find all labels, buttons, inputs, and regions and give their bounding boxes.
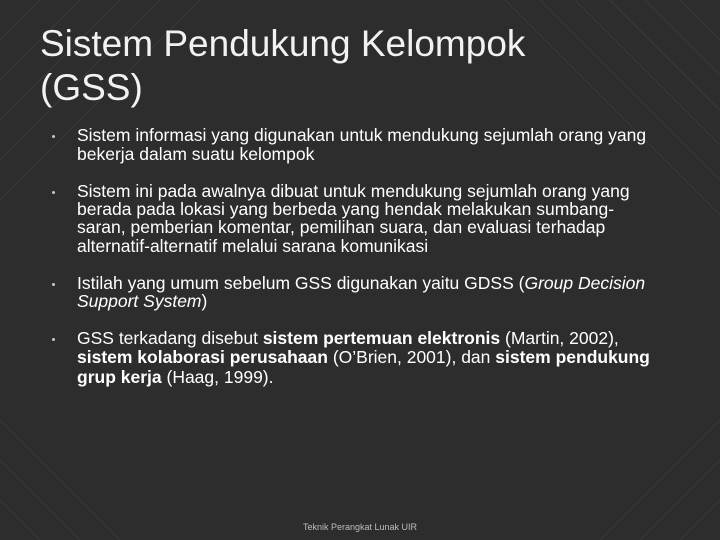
bullet-text-part: ) bbox=[201, 291, 208, 312]
bullet-dot-icon bbox=[52, 191, 55, 194]
bullet-list bbox=[50, 126, 650, 387]
slide-footer: Teknik Perangkat Lunak UIR bbox=[302, 522, 418, 532]
bullet-text-part: GSS terkadang disebut bbox=[77, 328, 263, 349]
bullet-text: Sistem ini pada awalnya dibuat untuk mendukung sejumlah orang yang berada pada lokasi yang berbeda yang hendak melakukan sumbang-saran, pemberian komentar, pemilihan suara, dan evaluasi terhadap alternatif-alternatif melalui sarana komunikasi bbox=[77, 180, 630, 256]
bullet-text-bold: sistem kolaborasi perusahaan bbox=[77, 347, 328, 368]
bullet-text-part: Istilah yang umum sebelum GSS digunakan yaitu GDSS ( bbox=[77, 272, 525, 293]
bullet-text-italic: Group Decision Support System bbox=[77, 272, 646, 312]
bullet-dot-icon bbox=[52, 283, 55, 286]
bullet-item bbox=[50, 126, 650, 163]
bullet-dot-icon bbox=[52, 135, 55, 138]
title-line-1: Sistem Pendukung Kelompok bbox=[40, 23, 526, 64]
bullet-dot-icon bbox=[52, 338, 55, 341]
bullet-item bbox=[50, 182, 650, 256]
bullet-text: Sistem informasi yang digunakan untuk mendukung sejumlah orang yang bekerja dalam suatu kelompok bbox=[77, 125, 647, 164]
bullet-text-bold: sistem pertemuan elektronis bbox=[262, 328, 501, 349]
title-line-2: (GSS) bbox=[40, 67, 143, 108]
bullet-item bbox=[50, 329, 650, 387]
bullet-text-part: (Martin, 2002), bbox=[500, 328, 619, 349]
bullet-text-part: (Haag, 1999). bbox=[161, 366, 274, 387]
slide-title bbox=[40, 22, 660, 110]
bullet-item bbox=[50, 274, 650, 311]
bullet-text-bold: sistem pendukung grup kerja bbox=[77, 347, 650, 387]
bullet-text-part: (O’Brien, 2001), dan bbox=[327, 347, 496, 368]
